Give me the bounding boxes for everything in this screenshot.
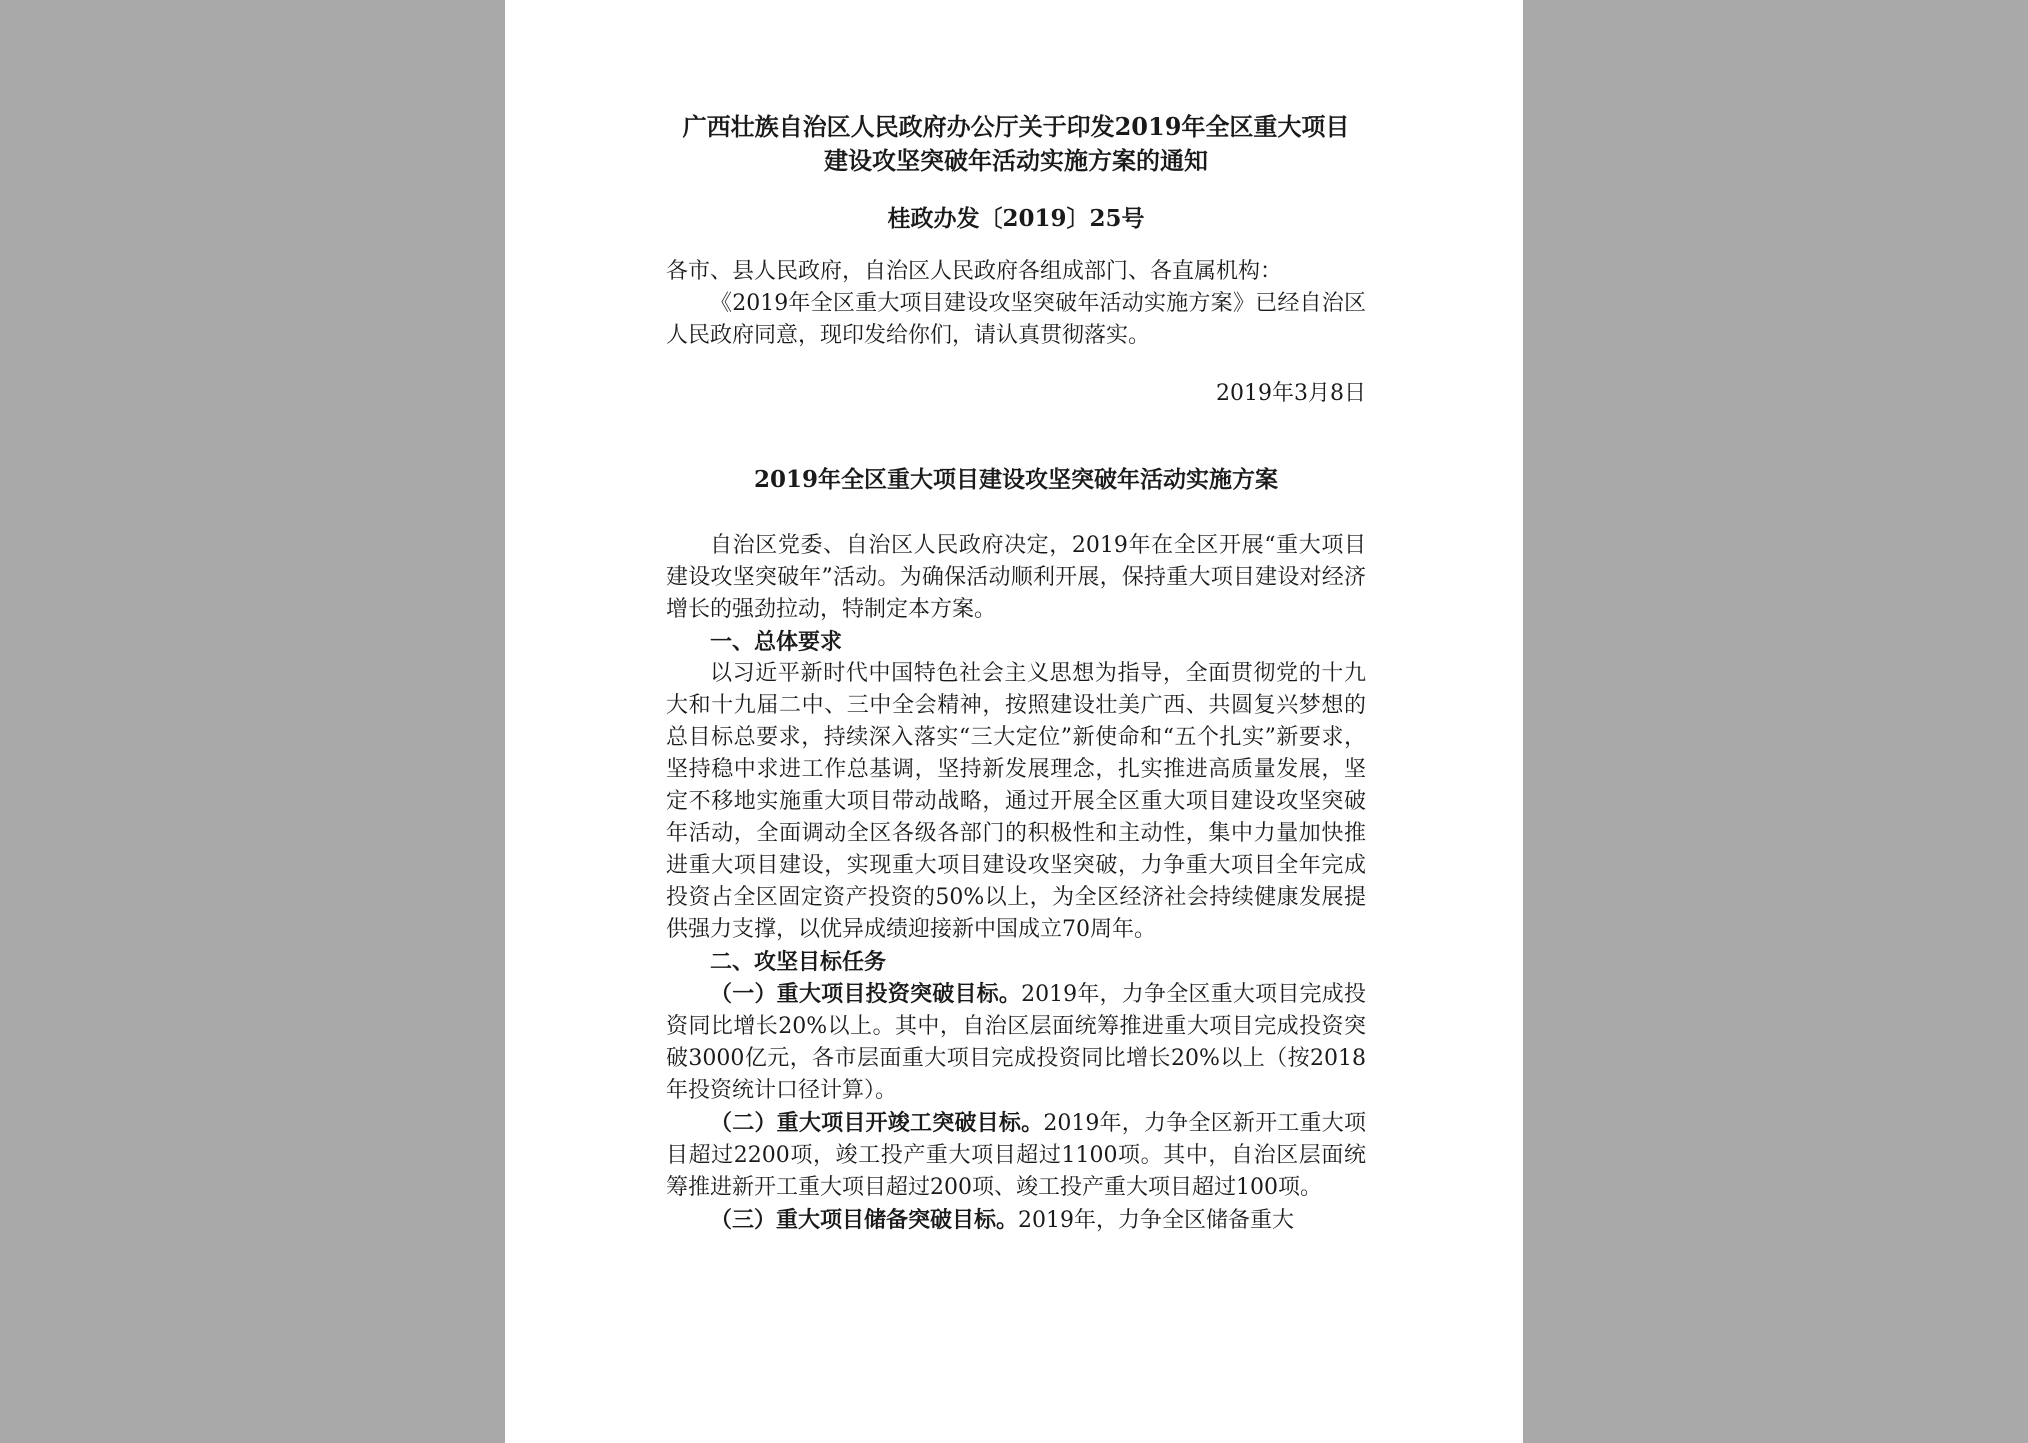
target-item-reserve-lead: （三）重大项目储备突破目标。 <box>710 1207 1019 1233</box>
issue-date: 2019年3月8日 <box>1216 381 1366 406</box>
target-item-investment <box>666 978 1366 1107</box>
document-title: 广西壮族自治区人民政府办公厅关于印发2019年全区重大项目建设攻坚突破年活动实施方案的通知 <box>682 112 1350 175</box>
section-body-general-requirements: 以习近平新时代中国特色社会主义思想为指导，全面贯彻党的十九大和十九届二中、三中全会精神，按照建设壮美广西、共圆复兴梦想的总目标总要求，持续深入落实“三大定位”新使命和“五个扎实”新要求，坚持稳中求进工作总基调，坚持新发展理念，扎实推进高质量发展，坚定不移地实施重大项目带动战略，通过开展全区重大项目建设攻坚突破年活动，全面调动全区各级各部门的积极性和主动性，集中力量加快推进重大项目建设，实现重大项目建设攻坚突破，力争重大项目全年完成投资占全区固定资产投资的50%以上，为全区经济社会持续健康发展提供强力支撑，以优异成绩迎接新中国成立70周年。 <box>666 661 1366 942</box>
target-item-reserve <box>666 1204 1366 1237</box>
addressee: 各市、县人民政府，自治区人民政府各组成部门、各直属机构： <box>666 259 1283 284</box>
page-content <box>666 110 1366 1237</box>
plan-intro-paragraph: 自治区党委、自治区人民政府决定，2019年在全区开展“重大项目建设攻坚突破年”活动。为确保活动顺利开展，保持重大项目建设对经济增长的强劲拉动，特制定本方案。 <box>666 533 1366 622</box>
target-item-construction-lead: （二）重大项目开竣工突破目标。 <box>710 1110 1044 1136</box>
notice-intro: 《2019年全区重大项目建设攻坚突破年活动实施方案》已经自治区人民政府同意，现印发给你们，请认真贯彻落实。 <box>666 291 1366 348</box>
section-heading-targets: 二、攻坚目标任务 <box>710 949 887 975</box>
document-number: 桂政办发〔2019〕25号 <box>887 205 1145 232</box>
target-item-investment-lead: （一）重大项目投资突破目标。 <box>710 981 1022 1007</box>
section-heading-general-requirements: 一、总体要求 <box>710 629 843 655</box>
plan-title: 2019年全区重大项目建设攻坚突破年活动实施方案 <box>753 466 1278 493</box>
target-item-construction-body: 2019年，力争全区新开工重大项目超过2200项，竣工投产重大项目超过1100项。其中，自治区层面统筹推进新开工重大项目超过200项、竣工投产重大项目超过100项。 <box>666 1111 1366 1200</box>
target-item-reserve-body: 2019年，力争全区储备重大 <box>1018 1208 1295 1233</box>
document-page <box>505 0 1523 1443</box>
target-item-construction <box>666 1107 1366 1204</box>
target-item-investment-body: 2019年，力争全区重大项目完成投资同比增长20%以上。其中，自治区层面统筹推进重大项目完成投资突破3000亿元，各市层面重大项目完成投资同比增长20%以上（按2018年投资统计口径计算）。 <box>666 982 1366 1103</box>
